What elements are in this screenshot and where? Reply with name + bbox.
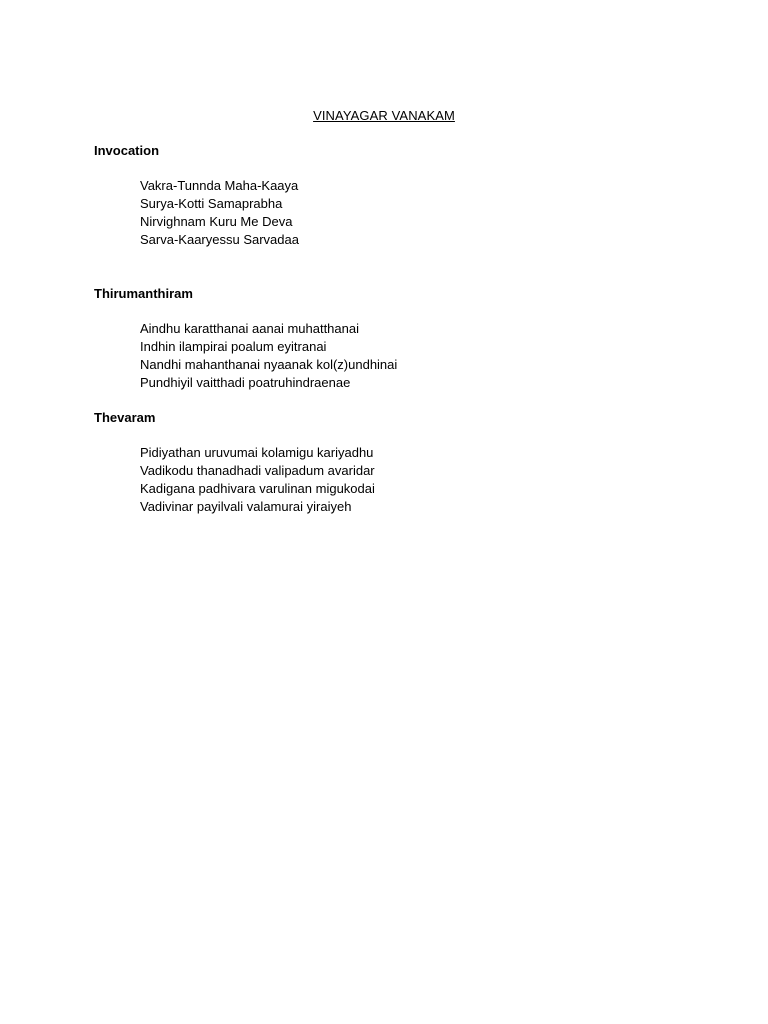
verse-line: Pundhiyil vaitthadi poatruhindraenae <box>140 375 351 390</box>
section-thirumanthiram <box>94 285 694 392</box>
verse-block <box>140 320 694 392</box>
verse-line: Indhin ilampirai poalum eyitranai <box>140 339 327 354</box>
verse-block <box>140 177 694 249</box>
section-invocation <box>94 142 694 249</box>
verse-line: Sarva-Kaaryessu Sarvadaa <box>140 232 299 247</box>
verse-line: Vadikodu thanadhadi valipadum avaridar <box>140 463 375 478</box>
section-thevaram <box>94 409 694 516</box>
document-title: VINAYAGAR VANAKAM <box>313 108 455 123</box>
verse-line: Kadigana padhivara varulinan migukodai <box>140 481 375 496</box>
verse-line: Vakra-Tunnda Maha-Kaaya <box>140 178 299 193</box>
verse-line: Nirvighnam Kuru Me Deva <box>140 214 293 229</box>
section-heading: Invocation <box>94 143 160 158</box>
verse-line: Nandhi mahanthanai nyaanak kol(z)undhinai <box>140 357 398 372</box>
verse-block <box>140 444 694 516</box>
section-heading: Thirumanthiram <box>94 286 193 301</box>
section-heading: Thevaram <box>94 410 156 425</box>
verse-line: Aindhu karatthanai aanai muhatthanai <box>140 321 359 336</box>
verse-line: Surya-Kotti Samaprabha <box>140 196 283 211</box>
verse-line: Vadivinar payilvali valamurai yiraiyeh <box>140 499 352 514</box>
verse-line: Pidiyathan uruvumai kolamigu kariyadhu <box>140 445 374 460</box>
